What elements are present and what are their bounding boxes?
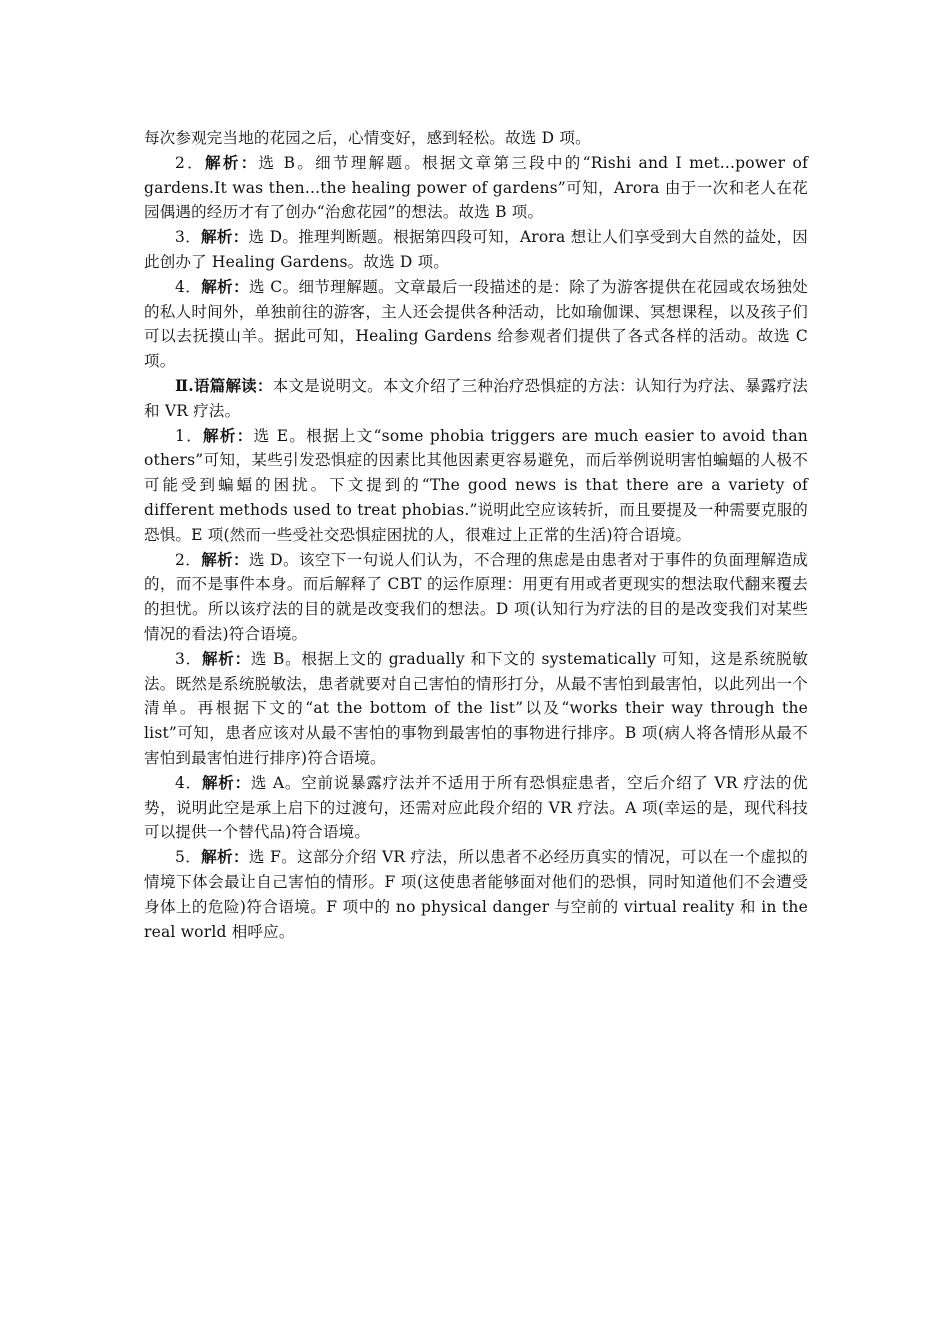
analysis-text: 选 E。根据上文“some phobia triggers are much easier to avoid than others”可知，某些引发恐惧症的因素比其他因素更容易避免，而后举例说明害怕蝙蝠的人极不可能受到蝙蝠的困扰。下文提到的“The good news is that there are a variety of different methods used to treat phobias.”说明此空应该转折，而且要提及一种需要克服的恐惧。E 项(然而一些受社交恐惧症困扰的人，很难过上正常的生活)符合语境。 [144,426,808,544]
intro-text: 每次参观完当地的花园之后，心情变好，感到轻松。故选 D 项。 [144,129,591,147]
item-number: 4． [175,773,202,792]
item-number: 5． [175,848,202,867]
answer-paragraph [144,647,808,771]
analysis-label: 解析： [205,152,259,172]
answer-paragraph [144,275,808,374]
answer-paragraph [144,225,808,275]
analysis-text: 选 B。根据上文的 gradually 和下文的 systematically 可知，这是系统脱敏法。既然是系统脱敏法，患者就要对自己害怕的情形打分，从最不害怕到最害怕，以此列出一个清单。再根据下文的“at the bottom of the list”以及“works their way through the list”可知，患者应该对从最不害怕的事物到最害怕的事物进行排序。B 项(病人将各情形从最不害怕到最害怕进行排序)符合语境。 [144,649,808,767]
answer-paragraph [144,845,808,944]
analysis-text: 选 F。这部分介绍 VR 疗法，所以患者不必经历真实的情况，可以在一个虚拟的情境下体会最让自己害怕的情形。F 项(这使患者能够面对他们的恐惧，同时知道他们不会遭受身体上的危险)符合语境。F 项中的 no physical danger 与空前的 virtual reality 和 in the real world 相呼应。 [144,848,808,941]
answer-paragraph [144,548,808,647]
item-number: 3． [175,649,202,668]
analysis-label: 解析： [201,847,249,867]
analysis-label: 解析： [201,276,250,296]
answer-paragraph [144,771,808,845]
analysis-label: 解析： [201,772,251,792]
item-number: 1． [175,426,204,445]
analysis-text: 选 D。推理判断题。根据第四段可知，Arora 想让人们享受到大自然的益处，因此创办了 Healing Gardens。故选 D 项。 [144,228,809,271]
analysis-label: 解析： [201,549,249,569]
analysis-label: 解析： [201,648,251,668]
analysis-label: 解析： [201,227,249,247]
intro-paragraph [144,126,808,151]
section-label: Ⅱ.语篇解读： [175,375,273,395]
document-body [144,126,808,944]
analysis-text: 选 B。细节理解题。根据文章第三段中的“Rishi and I met...power of gardens.It was then...the healing power of gardens”可知，Arora 由于一次和老人在花园偶遇的经历才有了创办“治愈花园”的想法。故选 B 项。 [144,153,809,222]
section-summary-paragraph [144,374,808,424]
analysis-text: 选 A。空前说暴露疗法并不适用于所有恐惧症患者，空后介绍了 VR 疗法的优势，说明此空是承上启下的过渡句，还需对应此段介绍的 VR 疗法。A 项(幸运的是，现代科技可以提供一个替代品)符合语境。 [144,773,808,842]
answer-paragraph [144,151,808,225]
analysis-text: 选 C。细节理解题。文章最后一段描述的是：除了为游客提供在花园或农场独处的私人时间外，单独前往的游客，主人还会提供各种活动，比如瑜伽课、冥想课程，以及孩子们可以去抚摸山羊。据此可知，Healing Gardens 给参观者们提供了各式各样的活动。故选 C 项。 [144,277,808,371]
answer-paragraph [144,424,808,548]
analysis-label: 解析： [203,425,254,445]
item-number: 4． [175,277,202,296]
section-summary-text: 本文是说明文。本文介绍了三种治疗恐惧症的方法：认知行为疗法、暴露疗法和 VR 疗法。 [144,376,808,420]
analysis-text: 选 D。该空下一句说人们认为，不合理的焦虑是由患者对于事件的负面理解造成的，而不是事件本身。而后解释了 CBT 的运作原理：用更有用或者更现实的想法取代翻来覆去的担忧。所以该疗法的目的就是改变我们的想法。D 项(认知行为疗法的目的是改变我们对某些情况的看法)符合语境。 [144,550,809,643]
item-number: 3． [175,228,202,247]
item-number: 2． [175,153,206,172]
item-number: 2． [175,550,202,569]
